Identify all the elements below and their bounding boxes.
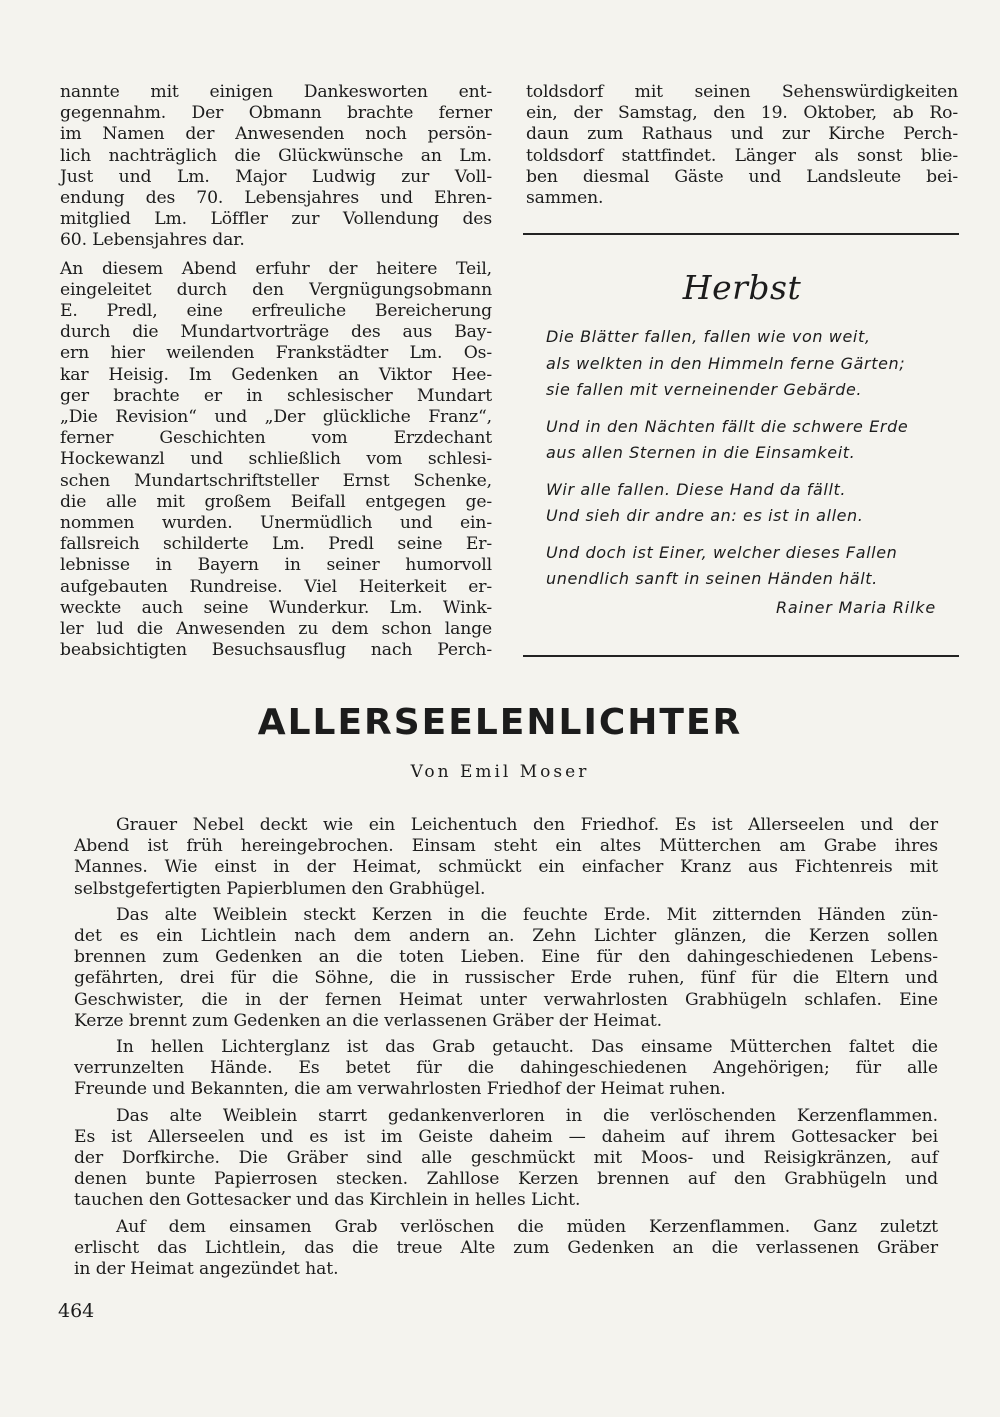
text-line: beabsichtigten Besuchsausflug nach Perch- bbox=[60, 640, 492, 661]
text-line: fallsreich schilderte Lm. Predl seine Er- bbox=[60, 534, 492, 555]
poem-author: Rainer Maria Rilke bbox=[775, 598, 936, 617]
text-line: ben diesmal Gäste und Landsleute bei- bbox=[526, 166, 958, 187]
poem-line: unendlich sanft in seinen Händen hält. bbox=[546, 569, 878, 588]
poem-line: Und in den Nächten fällt die schwere Erde bbox=[546, 416, 909, 436]
text-line: daun zum Rathaus und zur Kirche Perch- bbox=[526, 124, 958, 145]
divider-rule bbox=[523, 655, 959, 657]
text-line: im Namen der Anwesenden noch persön- bbox=[60, 124, 492, 145]
right-column bbox=[526, 82, 958, 209]
text-line: In hellen Lichterglanz ist das Grab getaucht. Das einsame Mütterchen faltet die bbox=[116, 1037, 938, 1058]
text-line: schen Mundartschriftsteller Ernst Schenke, bbox=[60, 470, 492, 491]
text-line: ger brachte er in schlesischer Mundart bbox=[60, 385, 492, 406]
text-line: lebnisse in Bayern in seiner humorvoll bbox=[60, 555, 492, 576]
page-number: 464 bbox=[58, 1300, 95, 1322]
text-line: toldsdorf stattfindet. Länger als sonst blie- bbox=[526, 145, 958, 166]
text-line: nannte mit einigen Dankesworten ent- bbox=[60, 82, 492, 102]
text-line: Freunde und Bekannten, die am verwahrlosten Friedhof der Heimat ruhen. bbox=[74, 1079, 726, 1100]
text-line: Hockewanzl und schließlich vom schlesi- bbox=[60, 449, 492, 470]
text-line: selbstgefertigten Papierblumen den Grabhügel. bbox=[74, 878, 486, 899]
text-line: eingeleitet durch den Vergnügungsobmann bbox=[60, 279, 492, 300]
story-paragraph bbox=[74, 1106, 938, 1212]
story-paragraph bbox=[74, 815, 938, 900]
text-line: aufgebauten Rundreise. Viel Heiterkeit er- bbox=[60, 576, 492, 597]
text-line: 60. Lebensjahres dar. bbox=[60, 230, 245, 251]
text-line: gegennahm. Der Obmann brachte ferner bbox=[60, 103, 492, 124]
left-column bbox=[60, 82, 492, 668]
poem-stanza bbox=[546, 324, 946, 404]
story-paragraph bbox=[74, 905, 938, 1032]
poem-title: Herbst bbox=[682, 268, 802, 307]
poem-stanza bbox=[546, 540, 946, 593]
text-line: toldsdorf mit seinen Sehenswürdigkeiten bbox=[526, 82, 958, 102]
poem-line: sie fallen mit verneinender Gebärde. bbox=[546, 380, 863, 399]
text-line: ferner Geschichten vom Erzdechant bbox=[60, 428, 492, 449]
poem-line: Wir alle fallen. Diese Hand da fällt. bbox=[546, 479, 847, 499]
text-line: sammen. bbox=[526, 188, 604, 209]
left-paragraph-2 bbox=[60, 259, 492, 662]
text-line: weckte auch seine Wunderkur. Lm. Wink- bbox=[60, 597, 492, 618]
text-line: lich nachträglich die Glückwünsche an Lm. bbox=[60, 145, 492, 166]
text-line: „Die Revision“ und „Der glückliche Franz“, bbox=[60, 407, 492, 428]
text-line: nommen wurden. Unermüdlich und ein- bbox=[60, 513, 492, 534]
text-line: kar Heisig. Im Gedenken an Viktor Hee- bbox=[60, 364, 492, 385]
text-line: brennen zum Gedenken an die toten Lieben. Eine für den dahingeschiedenen Lebens- bbox=[74, 947, 938, 968]
divider-rule bbox=[523, 233, 959, 235]
text-line: Das alte Weiblein starrt gedankenverloren in die verlöschenden Kerzenflammen. bbox=[116, 1105, 938, 1126]
poem-stanza bbox=[546, 414, 946, 467]
poem-line: Die Blätter fallen, fallen wie von weit, bbox=[546, 327, 871, 346]
text-line: die alle mit großem Beifall entgegen ge- bbox=[60, 491, 492, 512]
text-line: endung des 70. Lebensjahres und Ehren- bbox=[60, 188, 492, 209]
poem-line: Und sieh dir andre an: es ist in allen. bbox=[546, 506, 864, 525]
text-line: ler lud die Anwesenden zu dem schon lange bbox=[60, 619, 492, 640]
text-line: An diesem Abend erfuhr der heitere Teil, bbox=[60, 258, 492, 279]
story-title: ALLERSEELENLICHTER bbox=[257, 702, 743, 743]
text-line: durch die Mundartvorträge des aus Bay- bbox=[60, 322, 492, 343]
poem-line: aus allen Sternen in die Einsamkeit. bbox=[546, 443, 856, 462]
text-line: Es ist Allerseelen und es ist im Geiste daheim — daheim auf ihrem Gottesacker bei bbox=[74, 1126, 938, 1147]
text-line: ein, der Samstag, den 19. Oktober, ab Ro- bbox=[526, 103, 958, 124]
poem-line: Und doch ist Einer, welcher dieses Fallen bbox=[546, 542, 898, 562]
text-line: Abend ist früh hereingebrochen. Einsam steht ein altes Mütterchen am Grabe ihres bbox=[74, 836, 938, 857]
poem bbox=[546, 324, 946, 603]
text-line: E. Predl, eine erfreuliche Bereicherung bbox=[60, 301, 492, 322]
text-line: denen bunte Papierrosen stecken. Zahllose Kerzen brennen auf den Grabhügeln und bbox=[74, 1169, 938, 1190]
story-paragraph bbox=[74, 1217, 938, 1281]
text-line: Das alte Weiblein steckt Kerzen in die feuchte Erde. Mit zitternden Händen zün- bbox=[116, 904, 938, 925]
text-line: mitglied Lm. Löffler zur Vollendung des bbox=[60, 209, 492, 230]
text-line: Geschwister, die in der fernen Heimat unter verwahrlosten Grabhügeln schlafen. Eine bbox=[74, 989, 938, 1010]
story-body bbox=[74, 815, 938, 1285]
text-line: gefährten, drei für die Söhne, die in russischer Erde ruhen, fünf für die Eltern und bbox=[74, 968, 938, 989]
left-paragraph-1 bbox=[60, 82, 492, 252]
text-line: der Dorfkirche. Die Gräber sind alle geschmückt mit Moos- und Reisigkränzen, auf bbox=[74, 1148, 938, 1169]
text-line: Grauer Nebel deckt wie ein Leichentuch den Friedhof. Es ist Allerseelen und der bbox=[116, 815, 938, 835]
text-line: verrunzelten Hände. Es betet für die dahingeschiedenen Angehörigen; für alle bbox=[74, 1058, 938, 1079]
poem-line: als welkten in den Himmeln ferne Gärten; bbox=[546, 353, 906, 373]
text-line: Just und Lm. Major Ludwig zur Voll- bbox=[60, 166, 492, 187]
text-line: det es ein Lichtlein nach dem andern an. Zehn Lichter glänzen, die Kerzen sollen bbox=[74, 926, 938, 947]
poem-stanza bbox=[546, 477, 946, 530]
text-line: in der Heimat angezündet hat. bbox=[74, 1259, 339, 1280]
story-paragraph bbox=[74, 1037, 938, 1101]
text-line: Auf dem einsamen Grab verlöschen die müden Kerzenflammen. Ganz zuletzt bbox=[116, 1216, 938, 1237]
text-line: Kerze brennt zum Gedenken an die verlassenen Gräber der Heimat. bbox=[74, 1010, 663, 1031]
text-line: erlischt das Lichtlein, das die treue Alte zum Gedenken an die verlassenen Gräber bbox=[74, 1237, 938, 1258]
text-line: ern hier weilenden Frankstädter Lm. Os- bbox=[60, 343, 492, 364]
story-byline: Von Emil Moser bbox=[410, 762, 590, 782]
text-line: Mannes. Wie einst in der Heimat, schmückt ein einfacher Kranz aus Fichtenreis mit bbox=[74, 857, 938, 878]
text-line: tauchen den Gottesacker und das Kirchlein in helles Licht. bbox=[74, 1190, 581, 1211]
